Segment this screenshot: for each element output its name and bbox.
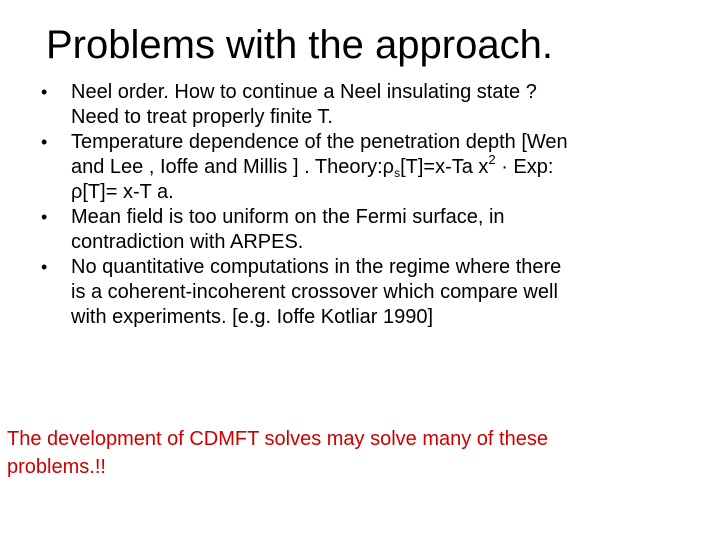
formula-suffix: · Exp: [495,156,554,178]
conclusion-line: problems.!! [7,456,106,478]
bullet-text-line: ρ[T]= x-T a. [71,181,174,203]
bullet-text-line-formula [71,152,688,180]
bullet-text-line: Need to treat properly finite T. [71,106,333,128]
bullet-quantitative [38,255,688,330]
bullet-text-line: with experiments. [e.g. Ioffe Kotliar 1990] [71,306,434,328]
rho-subscript: s [394,166,401,180]
bullet-mean-field [38,205,688,255]
bullet-neel-order [38,80,688,130]
conclusion-text [7,425,712,481]
bullet-text-line: contradiction with ARPES. [71,231,304,253]
bullet-text-line: Mean field is too uniform on the Fermi surface, in [71,206,505,228]
bullet-dot: • [41,82,48,102]
bullet-dot: • [41,257,48,277]
bullet-text-line: No quantitative computations in the regime where there [71,256,562,278]
bullet-dot: • [41,207,48,227]
bullet-list [38,80,688,330]
conclusion-line: The development of CDMFT solves may solve many of these [7,428,548,450]
bullet-penetration-depth [38,130,688,205]
bullet-dot: • [41,132,48,152]
rho-symbol: ρ [382,156,395,178]
slide-title: Problems with the approach. [46,23,553,67]
bullet-text-line: is a coherent-incoherent crossover which compare well [71,281,558,303]
formula-prefix: and Lee , Ioffe and Millis ] . Theory: [71,156,383,178]
bullet-text-line: Temperature dependence of the penetration depth [Wen [71,131,568,153]
formula-superscript: 2 [488,152,496,167]
formula-middle: [T]=x-Ta x [400,156,489,178]
bullet-text-line: Neel order. How to continue a Neel insulating state ? [71,81,537,103]
